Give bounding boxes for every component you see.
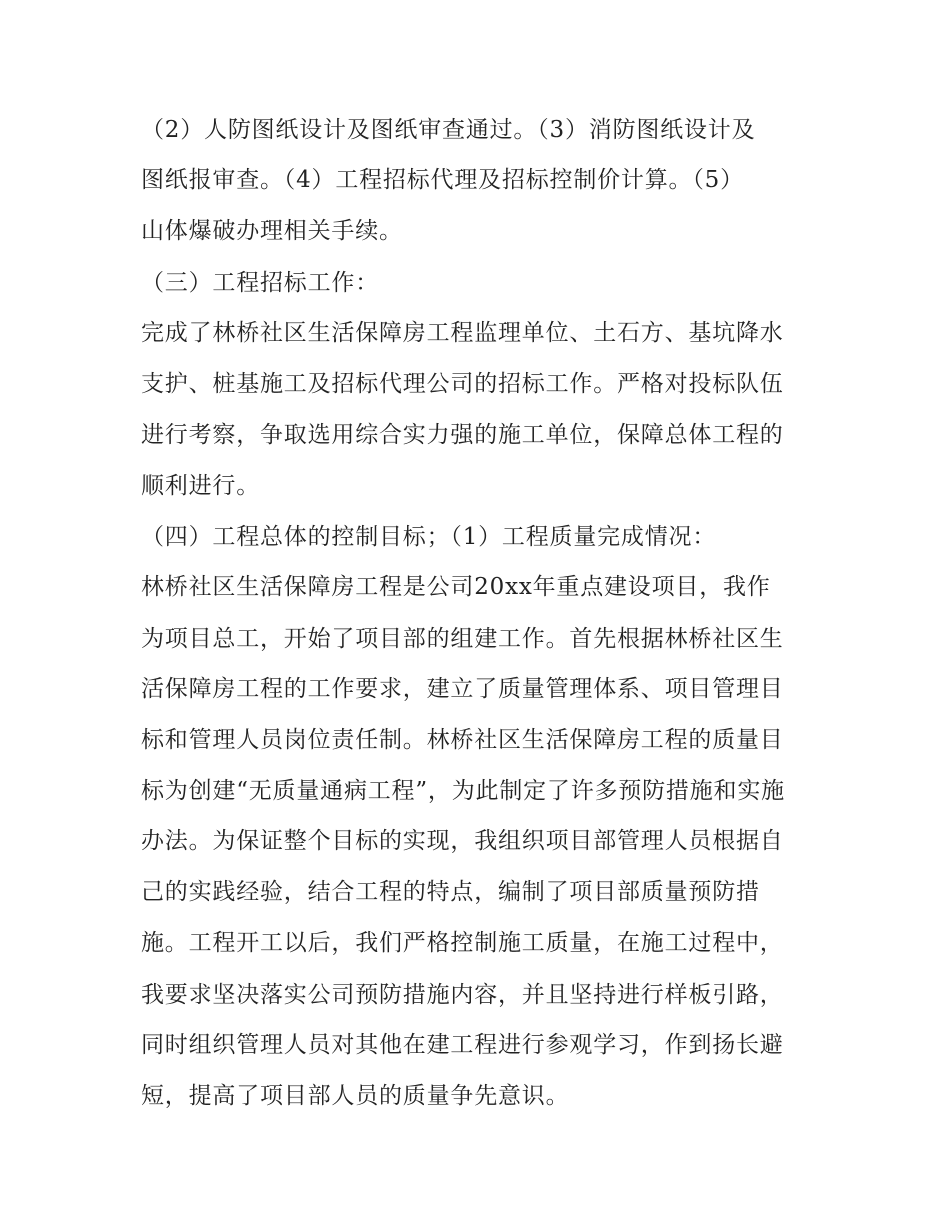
text-line: 标和管理人员岗位责任制。林桥社区生活保障房工程的质量目 — [141, 727, 784, 753]
text-line: 图纸报审查。（4）工程招标代理及招标控制价计算。（5） — [141, 167, 744, 193]
text-line: 同时组织管理人员对其他在建工程进行参观学习，作到扬长避 — [141, 1032, 784, 1058]
text-line: 顺利进行。 — [141, 473, 260, 499]
text-line: 施。工程开工以后，我们严格控制施工质量，在施工过程中， — [141, 930, 784, 956]
text-line: 山体爆破办理相关手续。 — [141, 218, 403, 244]
text-line: 林桥社区生活保障房工程是公司20xx年重点建设项目，我作 — [141, 574, 771, 600]
text-line: 己的实践经验，结合工程的特点，编制了项目部质量预防措 — [141, 879, 760, 905]
section-heading-3: （三）工程招标工作： — [141, 270, 379, 296]
text-line: 完成了林桥社区生活保障房工程监理单位、土石方、基坑降水 — [141, 320, 784, 346]
text-line: 为项目总工，开始了项目部的组建工作。首先根据林桥社区生 — [141, 626, 784, 652]
text-line: 我要求坚决落实公司预防措施内容，并且坚持进行样板引路， — [141, 982, 784, 1008]
text-line: （2）人防图纸设计及图纸审查通过。（3）消防图纸设计及 — [141, 117, 756, 143]
text-line: 活保障房工程的工作要求，建立了质量管理体系、项目管理目 — [141, 676, 784, 702]
text-line: 短，提高了项目部人员的质量争先意识。 — [141, 1083, 570, 1109]
section-heading-4: （四）工程总体的控制目标；（1）工程质量完成情况： — [141, 524, 717, 550]
text-line: 标为创建“无质量通病工程”，为此制定了许多预防措施和实施 — [141, 778, 785, 804]
text-line: 支护、桩基施工及招标代理公司的招标工作。严格对投标队伍 — [141, 371, 784, 397]
text-line: 办法。为保证整个目标的实现，我组织项目部管理人员根据自 — [141, 828, 784, 854]
text-line: 进行考察，争取选用综合实力强的施工单位，保障总体工程的 — [141, 422, 784, 448]
